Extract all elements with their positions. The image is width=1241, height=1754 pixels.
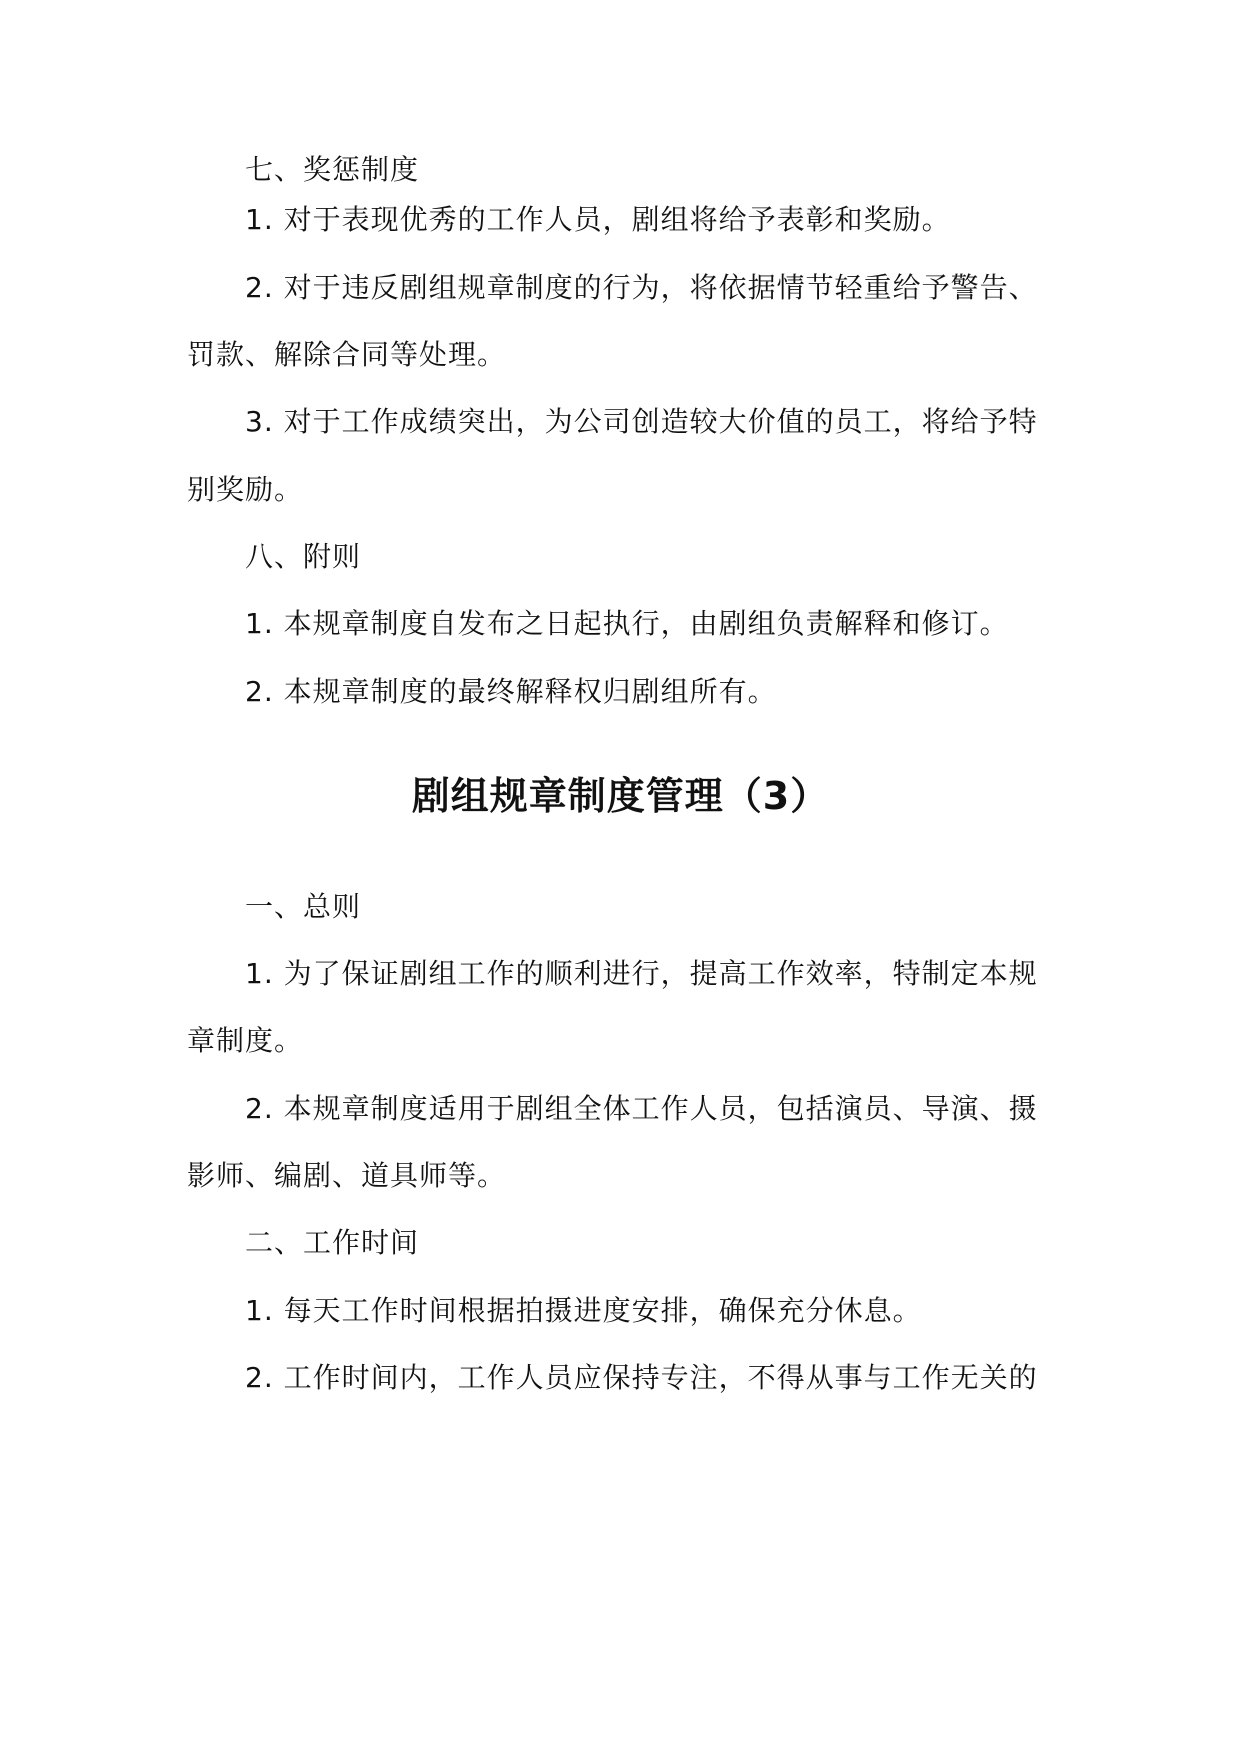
- paragraph-1-1-line1: 1. 为了保证剧组工作的顺利进行，提高工作效率，特制定本规: [245, 957, 1038, 990]
- section-heading-appendix: 八、附则: [245, 540, 362, 573]
- section-heading-general: 一、总则: [245, 890, 362, 923]
- paragraph-7-2-line1: 2. 对于违反剧组规章制度的行为，将依据情节轻重给予警告、: [245, 271, 1038, 304]
- paragraph-1-1-line2: 章制度。: [187, 1024, 304, 1057]
- paragraph-1-2-line1: 2. 本规章制度适用于剧组全体工作人员，包括演员、导演、摄: [245, 1092, 1038, 1125]
- paragraph-7-2-line2: 罚款、解除合同等处理。: [187, 338, 507, 371]
- section-heading-rewards: 七、奖惩制度: [245, 153, 420, 186]
- section-heading-work-hours: 二、工作时间: [245, 1226, 420, 1259]
- paragraph-2-1: 1. 每天工作时间根据拍摄进度安排，确保充分休息。: [245, 1294, 922, 1327]
- paragraph-8-2: 2. 本规章制度的最终解释权归剧组所有。: [245, 675, 777, 708]
- paragraph-7-1: 1. 对于表现优秀的工作人员，剧组将给予表彰和奖励。: [245, 203, 951, 236]
- document-title: 剧组规章制度管理（3）: [411, 774, 830, 818]
- paragraph-1-2-line2: 影师、编剧、道具师等。: [187, 1159, 507, 1192]
- paragraph-8-1: 1. 本规章制度自发布之日起执行，由剧组负责解释和修订。: [245, 607, 1009, 640]
- paragraph-7-3-line2: 别奖励。: [187, 473, 304, 506]
- paragraph-7-3-line1: 3. 对于工作成绩突出，为公司创造较大价值的员工，将给予特: [245, 405, 1038, 438]
- paragraph-2-2-line1: 2. 工作时间内，工作人员应保持专注，不得从事与工作无关的: [245, 1361, 1038, 1394]
